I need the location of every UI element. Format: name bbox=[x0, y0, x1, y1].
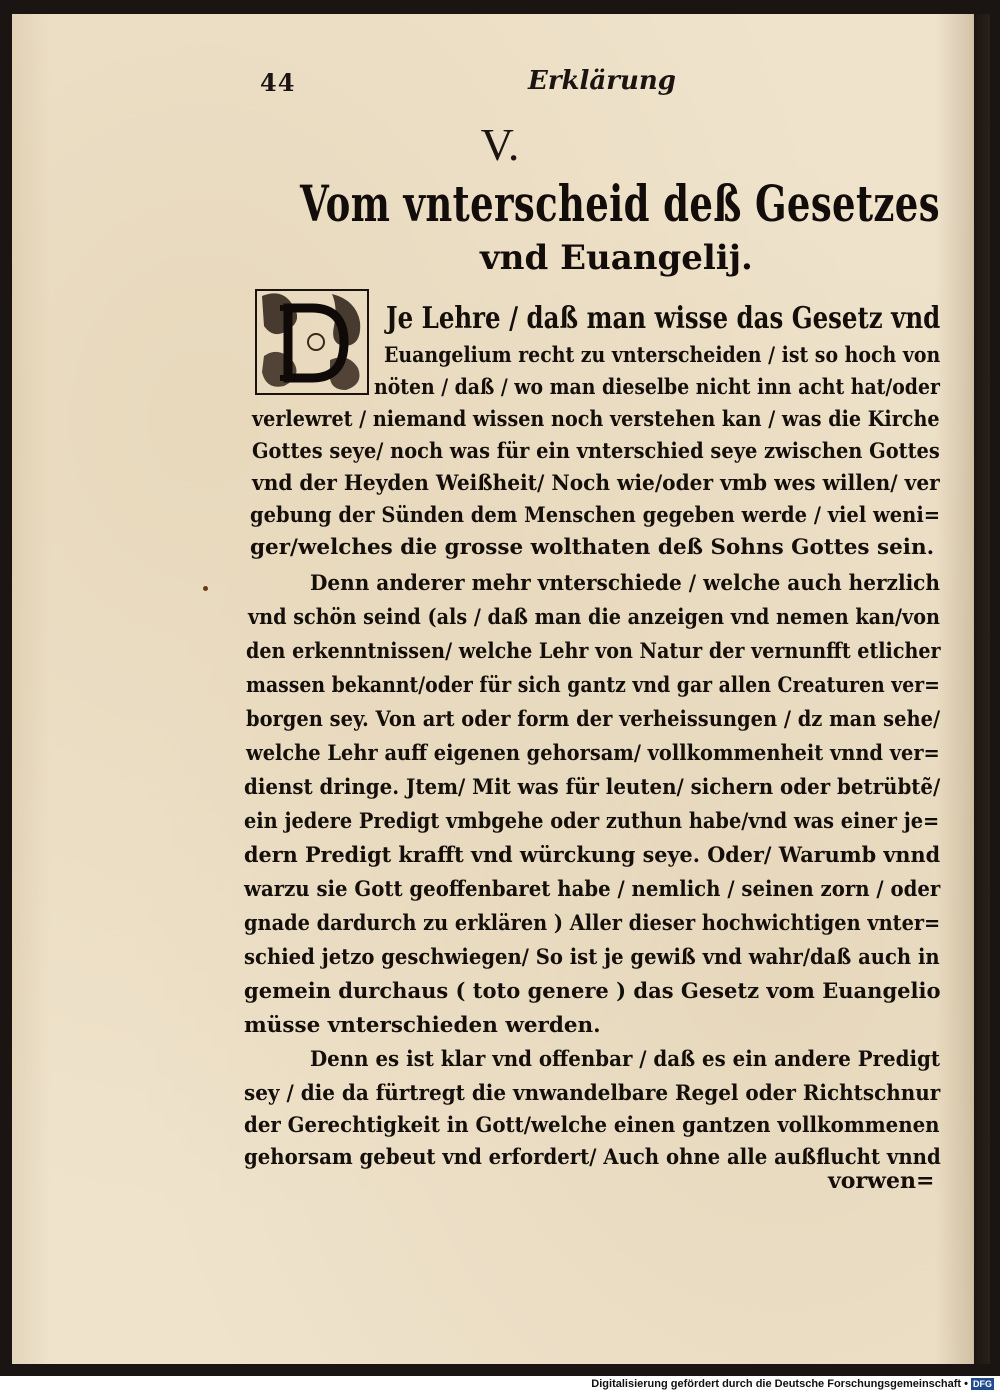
body-line-7: gebung der Sünden dem Menschen gegeben werde / viel weni= bbox=[250, 503, 941, 528]
page-edge-shadow bbox=[972, 14, 990, 1364]
running-head: Erklärung bbox=[528, 66, 676, 96]
page-number: 44 bbox=[260, 68, 296, 97]
body-line-10: vnd schön seind (als / daß man die anzeigen vnd nemen kan/von bbox=[248, 605, 940, 630]
body-line-24: sey / die da fürtregt die vnwandelbare Regel oder Richtschnur bbox=[244, 1081, 941, 1106]
body-line-12: massen bekannt/oder für sich gantz vnd gar allen Creaturen ver= bbox=[246, 673, 940, 698]
page-header bbox=[260, 62, 920, 102]
body-line-8: ger/welches die grosse wolthaten deß Sohns Gottes sein. bbox=[250, 535, 935, 560]
body-line-16: ein jedere Predigt vmbgehe oder zuthun habe/vnd was einer je= bbox=[244, 809, 940, 834]
body-line-1: Je Lehre / daß man wisse das Gesetz vnd bbox=[386, 301, 941, 336]
body-line-5: Gottes seye/ noch was für ein vnterschied seye zwischen Gottes bbox=[252, 439, 940, 464]
body-line-6: vnd der Heyden Weißheit/ Noch wie/oder vmb wes willen/ ver bbox=[252, 471, 940, 496]
body-line-13: borgen sey. Von art oder form der verheissungen / dz man sehe/ bbox=[246, 707, 941, 732]
body-line-4: verlewret / niemand wissen noch verstehen kan / was die Kirche bbox=[252, 407, 940, 432]
ink-spot bbox=[203, 586, 208, 591]
digitization-credit: Digitalisierung gefördert durch die Deutsche Forschungsgemeinschaft • bbox=[591, 1378, 968, 1390]
body-line-26: gehorsam gebeut vnd erfordert/ Auch ohne alle außflucht vnnd bbox=[244, 1145, 941, 1170]
body-line-2: Euangelium recht zu vnterscheiden / ist so hoch von bbox=[384, 343, 941, 368]
chapter-title-line-1: Vom vnterscheid deß Gesetzes bbox=[300, 174, 940, 233]
body-line-15: dienst dringe. Jtem/ Mit was für leuten/ sichern oder betrübtẽ/ bbox=[244, 775, 941, 800]
body-line-25: der Gerechtigkeit in Gott/welche einen gantzen vollkommenen bbox=[244, 1113, 940, 1138]
body-line-23: Denn es ist klar vnd offenbar / daß es ein andere Predigt bbox=[310, 1047, 940, 1072]
body-line-22: müsse vnterschieden werden. bbox=[244, 1013, 601, 1038]
catchword: vorwen= bbox=[828, 1168, 935, 1194]
body-line-14: welche Lehr auff eigenen gehorsam/ vollkommenheit vnnd ver= bbox=[246, 741, 940, 766]
body-line-11: den erkenntnissen/ welche Lehr von Natur der vernunfft etlicher bbox=[246, 639, 941, 664]
chapter-title-line-2: vnd Euangelij. bbox=[480, 238, 753, 278]
body-line-20: schied jetzo geschwiegen/ So ist je gewiß vnd wahr/daß auch in bbox=[244, 945, 940, 970]
body-line-17: dern Predigt krafft vnd würckung seye. Oder/ Warumb vnnd bbox=[244, 843, 941, 868]
chapter-number: V. bbox=[480, 119, 520, 170]
body-line-21: gemein durchaus ( toto genere ) das Gesetz vom Euangelio bbox=[244, 979, 941, 1004]
body-line-9: Denn anderer mehr vnterschiede / welche auch herzlich bbox=[310, 571, 940, 596]
body-line-19: gnade dardurch zu erklären ) Aller dieser hochwichtigen vnter= bbox=[244, 911, 941, 936]
ornamental-initial-icon bbox=[252, 286, 372, 398]
body-line-18: warzu sie Gott geoffenbaret habe / nemlich / seinen zorn / oder bbox=[244, 877, 941, 902]
body-line-3: nöten / daß / wo man dieselbe nicht inn acht hat/oder bbox=[374, 375, 940, 400]
decorated-initial-d bbox=[252, 286, 372, 398]
dfg-logo: DFG bbox=[973, 1379, 992, 1389]
